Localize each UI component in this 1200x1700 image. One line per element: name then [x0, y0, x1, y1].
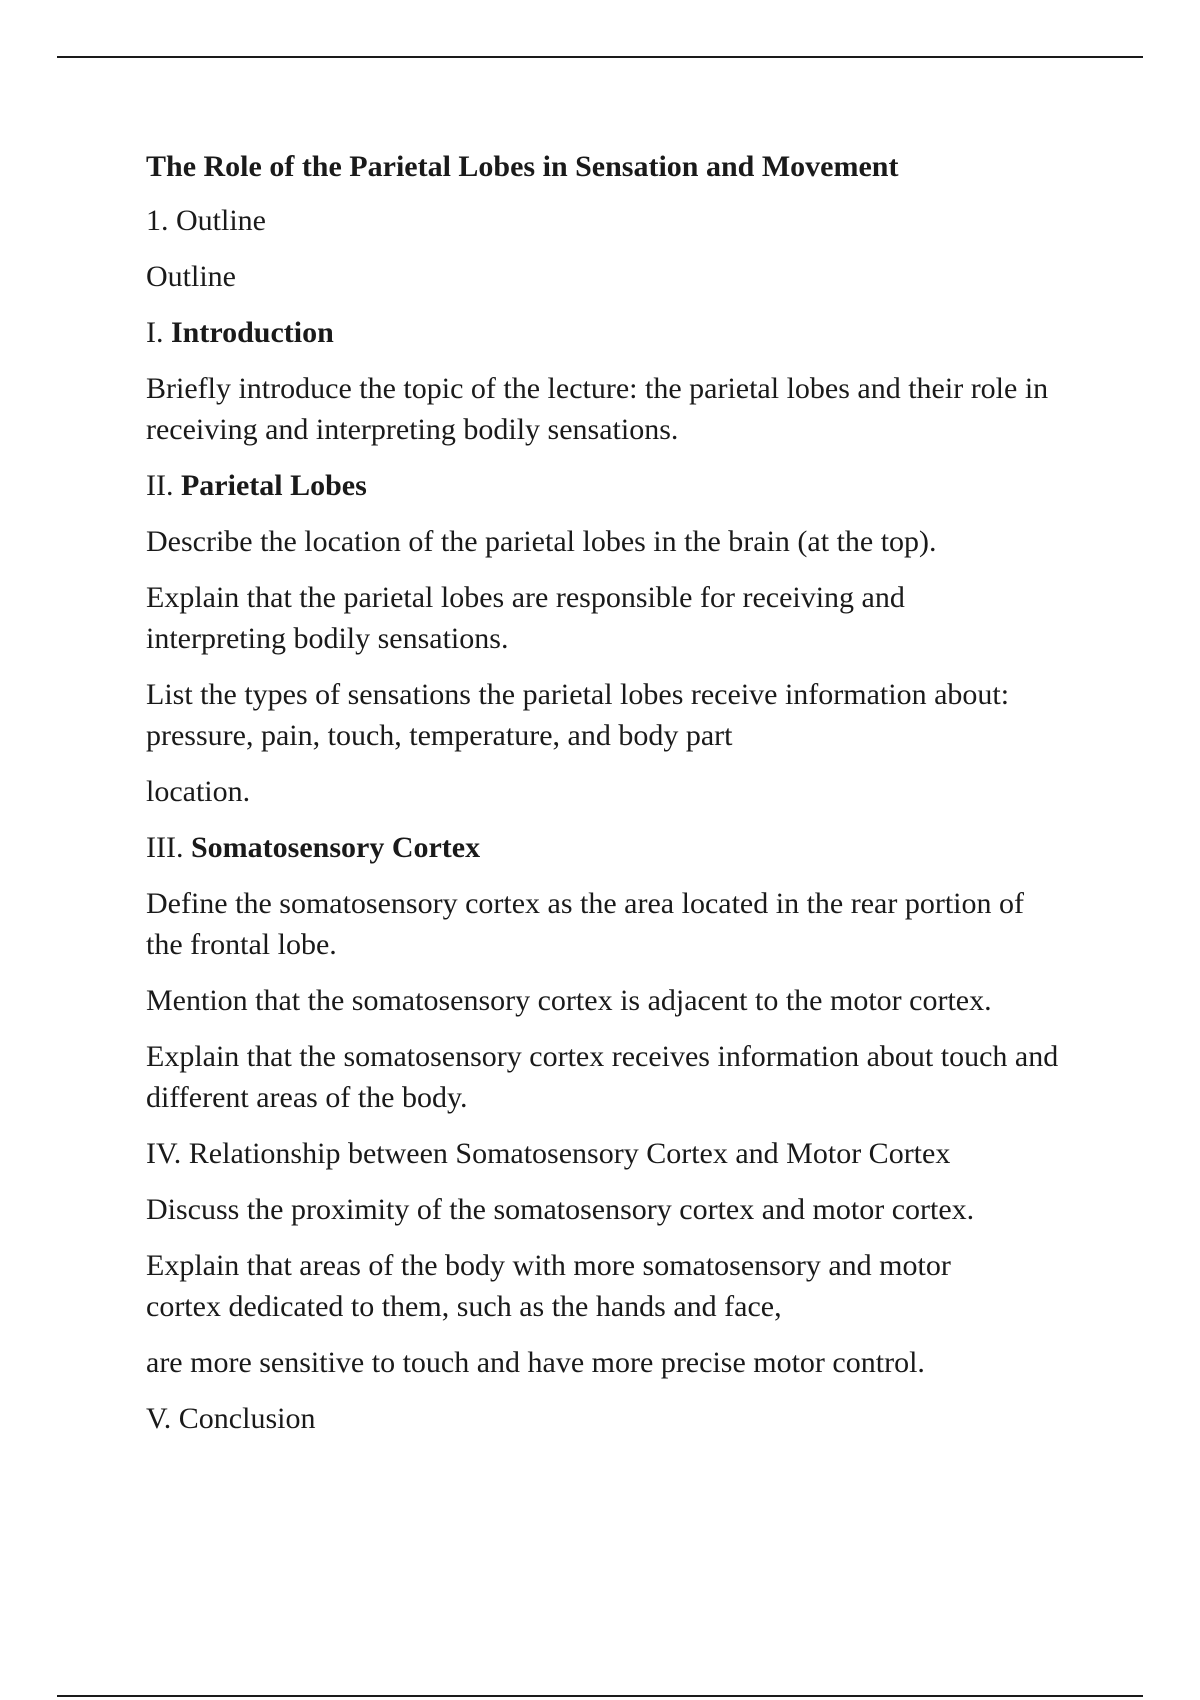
top-rule [57, 56, 1143, 58]
section-number-label: 1. Outline [146, 204, 266, 237]
section-numeral: II. [146, 469, 181, 502]
section-heading-text: Introduction [171, 316, 334, 349]
paragraph: Explain that the somatosensory cortex receives information about touch and different areas of the body. [146, 1040, 1059, 1114]
paragraph: Briefly introduce the topic of the lecture: the parietal lobes and their role in receiving and interpreting bodily sensations. [146, 372, 1049, 446]
section-heading-parietal-lobes [146, 465, 1086, 506]
section-heading-relationship: IV. Relationship between Somatosensory Cortex and Motor Cortex [146, 1137, 951, 1170]
section-heading-introduction [146, 312, 1086, 353]
paragraph: Explain that the parietal lobes are responsible for receiving and interpreting bodily sensations. [146, 581, 905, 655]
section-numeral: I. [146, 316, 171, 349]
paragraph: List the types of sensations the parietal lobes receive information about: pressure, pain, touch, temperature, and body part [146, 678, 1010, 752]
section-numeral: III. [146, 831, 191, 864]
paragraph: Mention that the somatosensory cortex is adjacent to the motor cortex. [146, 984, 992, 1017]
outline-heading: Outline [146, 260, 236, 293]
section-heading-somatosensory-cortex [146, 827, 1086, 868]
section-heading-conclusion: V. Conclusion [146, 1402, 316, 1435]
document-body [146, 146, 1086, 1454]
paragraph: Describe the location of the parietal lobes in the brain (at the top). [146, 525, 937, 558]
section-heading-text: Parietal Lobes [180, 469, 367, 502]
section-heading-text: Somatosensory Cortex [190, 831, 481, 864]
paragraph: are more sensitive to touch and have more precise motor control. [146, 1346, 925, 1379]
paragraph: Discuss the proximity of the somatosensory cortex and motor cortex. [146, 1193, 975, 1226]
bottom-rule [57, 1695, 1143, 1697]
paragraph: location. [146, 775, 251, 808]
document-title: The Role of the Parietal Lobes in Sensation and Movement [146, 150, 899, 183]
paragraph: Explain that areas of the body with more somatosensory and motor cortex dedicated to them, such as the hands and face, [146, 1249, 951, 1323]
paragraph: Define the somatosensory cortex as the area located in the rear portion of the frontal lobe. [146, 887, 1024, 961]
